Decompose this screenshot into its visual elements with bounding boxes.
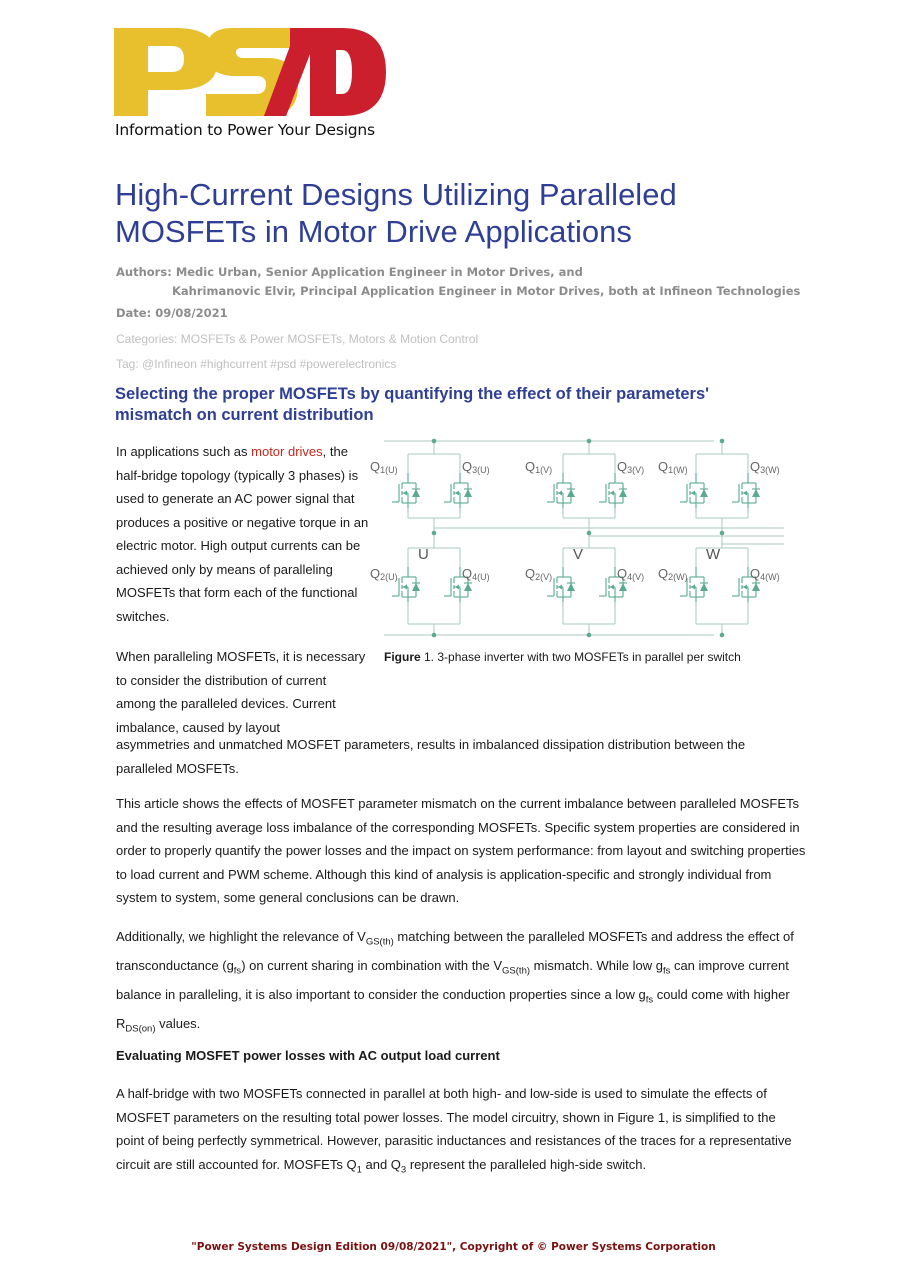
phase-label: W xyxy=(706,546,721,563)
phase-label: U xyxy=(418,546,429,563)
section-title: Selecting the proper MOSFETs by quantifying the effect of their parameters' mismatch on current distribution xyxy=(115,385,710,424)
p4-a: Additionally, we highlight the relevance of V xyxy=(116,929,366,944)
p5-q3: 3 xyxy=(400,1164,407,1176)
authors-text-1: Medic Urban, Senior Application Engineer in Motor Drives, and xyxy=(175,265,583,279)
mosfet-symbol xyxy=(444,473,472,513)
switch-label: Q3(U) xyxy=(462,459,490,475)
paragraph-intro xyxy=(116,440,374,628)
rail-node-dot xyxy=(432,633,437,638)
article-tags[interactable]: Tag: @Infineon #highcurrent #psd #powerelectronics xyxy=(116,357,397,371)
p4-rds: DS(on) xyxy=(125,1023,156,1035)
mosfet-symbol xyxy=(599,473,627,513)
paragraph-paralleling-b: asymmetries and unmatched MOSFET parameters, results in imbalanced dissipation distribution between the paralleled MOSFETs. xyxy=(116,737,746,776)
switch-label: Q1(V) xyxy=(525,459,553,475)
authors-line-1 xyxy=(116,265,583,279)
authors-label: Authors: xyxy=(116,265,172,279)
p4-fs: fs xyxy=(233,965,242,977)
phase-node-dot xyxy=(432,531,437,536)
p4-c: ) on current sharing in combination with the V xyxy=(241,958,503,974)
p4-b: matching between the paralleled MOSFETs and address the effect of transconductance (g xyxy=(116,929,794,974)
rail-node-dot xyxy=(587,633,592,638)
switch-label: Q2(W) xyxy=(658,566,688,582)
article-date: Date: 09/08/2021 xyxy=(116,306,228,320)
rail-node-dot xyxy=(587,439,592,444)
paragraph-vgs-matching xyxy=(116,925,806,1041)
article-title: High-Current Designs Utilizing Paralleled MOSFETs in Motor Drive Applications xyxy=(115,177,677,249)
switch-label: Q1(W) xyxy=(658,459,688,475)
mosfet-symbol xyxy=(547,473,575,513)
rail-node-dot xyxy=(432,439,437,444)
switch-label: Q3(V) xyxy=(617,459,645,475)
figure-caption-text: 1. 3-phase inverter with two MOSFETs in parallel per switch xyxy=(420,650,741,664)
brand-tagline: Information to Power Your Designs xyxy=(115,121,375,139)
switch-label: Q4(V) xyxy=(617,566,645,582)
phase-node-dot xyxy=(720,531,725,536)
p4-g: values. xyxy=(155,1016,201,1032)
p5-q1: 1 xyxy=(356,1164,362,1176)
subsection-title: Evaluating MOSFET power losses with AC output load current xyxy=(116,1048,500,1063)
p5-a: A half-bridge with two MOSFETs connected in parallel at both high- and low-side is used to simulate the effects of MOSFET parameters on the resulting total power losses. The model circuitry, shown in Figure 1, is simplified to the point of being perfectly symmetrical. However, parasitic inductances and resistances of the traces for a representative circuit are still accounted for. MOSFETs Q xyxy=(116,1086,792,1172)
switch-label: Q1(U) xyxy=(370,459,398,475)
p1-text-b: , the half-bridge topology (typically 3 phases) is used to generate an AC power signal that produces a positive or negative torque in an electric motor. High output currents can be achieved only by means of paralleling MOSFETs that form each of the functional switches. xyxy=(116,444,369,624)
phase-label: V xyxy=(573,546,584,563)
p5-b: and Q xyxy=(361,1156,401,1172)
paragraph-half-bridge xyxy=(116,1082,806,1182)
figure-3phase-inverter xyxy=(370,436,784,646)
mosfet-symbol xyxy=(732,473,760,513)
switch-label: Q2(V) xyxy=(525,566,553,582)
p5-c: represent the paralleled high-side switch. xyxy=(406,1156,647,1172)
p4-d: mismatch. While low g xyxy=(530,958,663,974)
p4-fs2: fs xyxy=(662,965,671,977)
p4-e: can improve current balance in paralleling, it is also important to consider the conduction properties since a low g xyxy=(116,958,789,1003)
authors-line-2: Kahrimanovic Elvir, Principal Application Engineer in Motor Drives, both at Infineon Technologies xyxy=(172,284,801,298)
p4-f: could come with higher R xyxy=(116,987,790,1032)
paragraph-paralleling-a: When paralleling MOSFETs, it is necessary to consider the distribution of current among the paralleled devices. Current imbalance, caused by layout xyxy=(116,649,366,735)
p1-text-a: In applications such as xyxy=(116,444,252,459)
paragraph-article-scope: This article shows the effects of MOSFET parameter mismatch on the current imbalance between paralleled MOSFETs and the resulting average loss imbalance of the corresponding MOSFETs. Specific system properties are considered in order to properly quantify the power losses and the impact on system performance: from layout and switching properties to load current and PWM scheme. Although this kind of analysis is application-specific and strongly individual from system to system, some general conclusions can be drawn. xyxy=(116,796,806,905)
figure-caption-label: Figure xyxy=(384,650,421,664)
page-footer: "Power Systems Design Edition 09/08/2021", Copyright of © Power Systems Corporation xyxy=(191,1241,716,1253)
switch-label: Q3(W) xyxy=(750,459,780,475)
p4-fs3: fs xyxy=(645,994,654,1006)
mosfet-symbol xyxy=(392,473,420,513)
article-categories[interactable]: Categories: MOSFETs & Power MOSFETs, Motors & Motion Control xyxy=(116,332,479,346)
switch-label: Q2(U) xyxy=(370,566,398,582)
p4-vgs: GS(th) xyxy=(365,936,394,948)
switch-label: Q4(W) xyxy=(750,566,780,582)
rail-node-dot xyxy=(720,439,725,444)
mosfet-symbol xyxy=(680,473,708,513)
switch-label: Q4(U) xyxy=(462,566,490,582)
p4-vgs2: GS(th) xyxy=(502,965,531,977)
rail-node-dot xyxy=(720,633,725,638)
figure-caption xyxy=(384,650,741,664)
phase-node-dot xyxy=(587,531,592,536)
motor-drives-link[interactable]: motor drives xyxy=(251,444,323,459)
